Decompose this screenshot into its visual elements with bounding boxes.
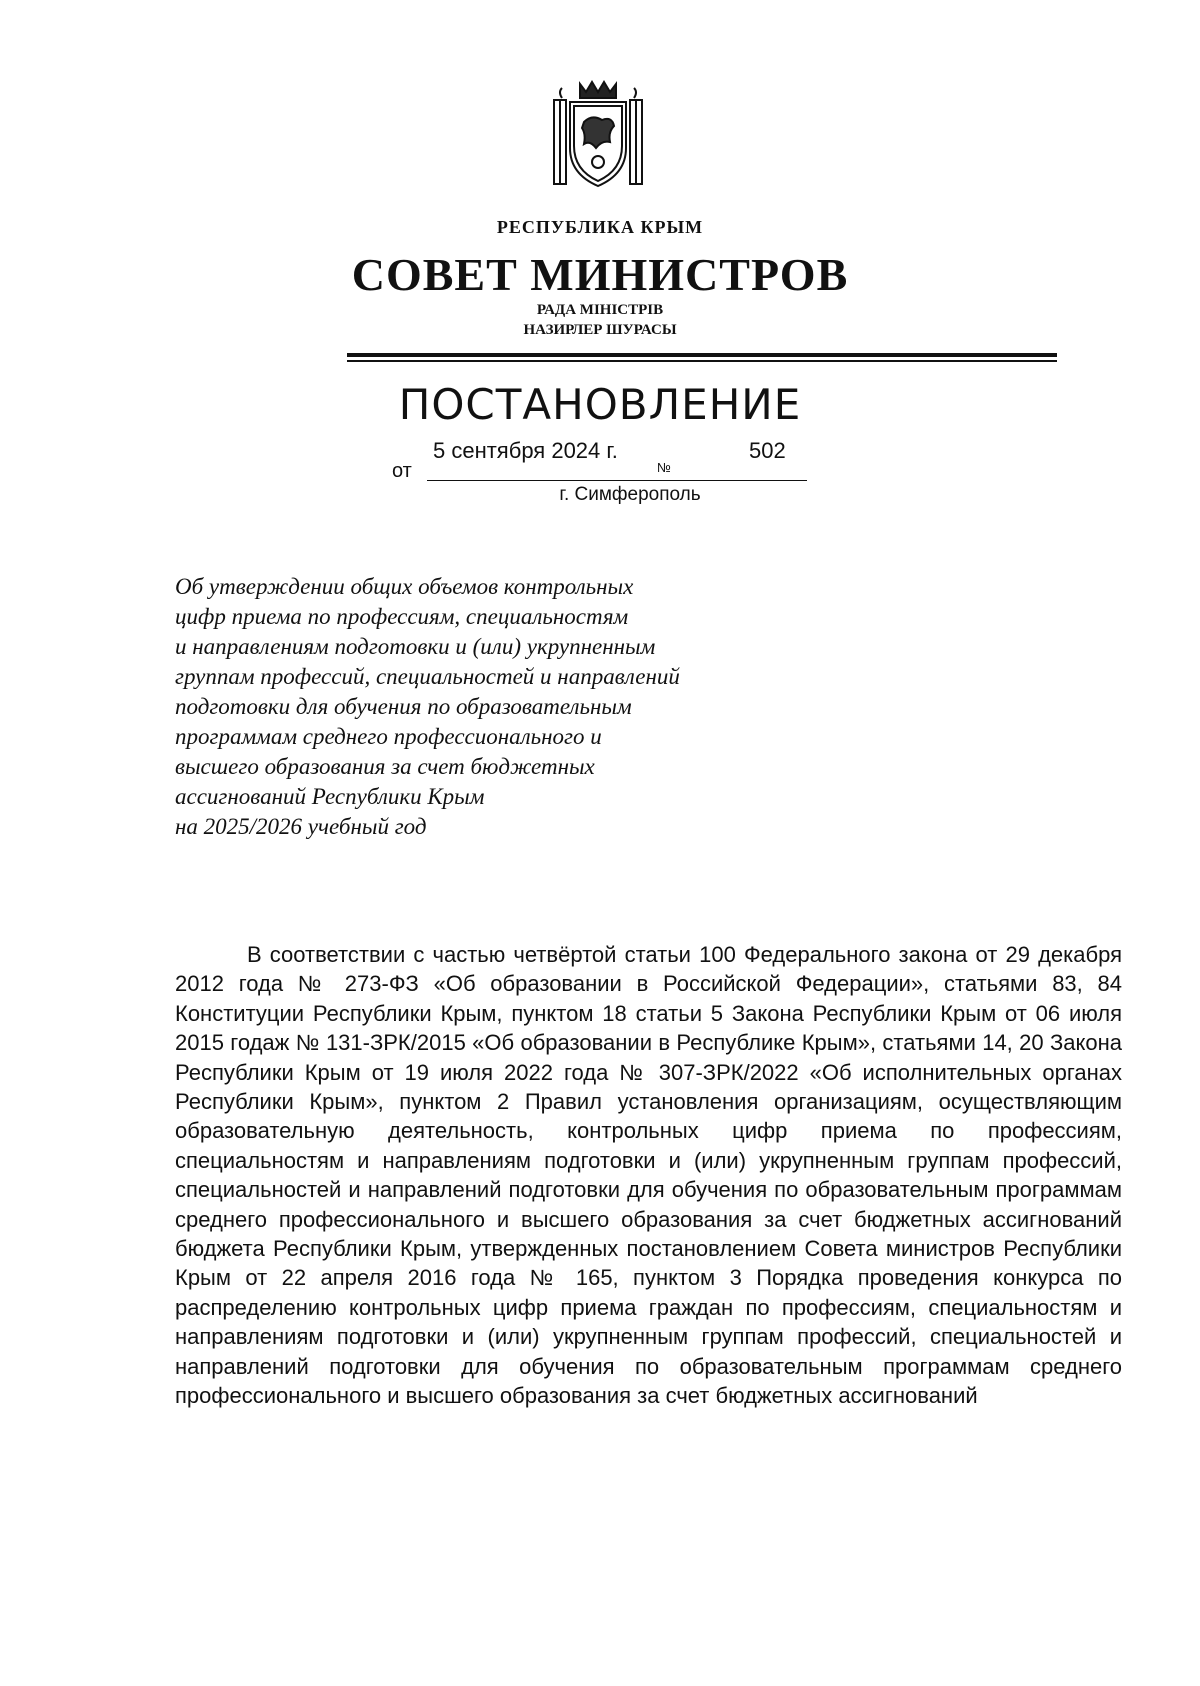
document-subject-title	[175, 572, 815, 842]
council-title-ukrainian: РАДА МІНІСТРІВ	[536, 302, 664, 318]
title-line: высшего образования за счет бюджетных	[175, 754, 595, 779]
date-underline	[427, 438, 807, 481]
title-line: программам среднего профессионального и	[175, 724, 602, 749]
title-line: цифр приема по профессиям, специальностям	[175, 604, 629, 629]
document-number: 502	[749, 438, 786, 463]
document-type-heading: ПОСТАНОВЛЕНИЕ	[398, 380, 802, 429]
council-title-crimean-tatar: НАЗИРЛЕР ШУРАСЫ	[523, 322, 677, 338]
document-date: 5 сентября 2024 г.	[433, 438, 618, 463]
document-city: г. Симферополь	[559, 484, 701, 505]
republic-name: РЕСПУБЛИКА КРЫМ	[496, 217, 704, 237]
header-divider-thin	[347, 360, 1057, 362]
header-divider-thick	[347, 353, 1057, 357]
body-paragraph: В соответствии с частью четвёртой статьи 100 Федерального закона от 29 декабря 2012 года № 273-ФЗ «Об образовании в Российской Федерации», статьями 83, 84 Конституции Республики Крым, пунктом 18 статьи 5 Закона Республики Крым от 06 июля 2015 годаж № 131-ЗРК/2015 «Об образовании в Республике Крым», статьями 14, 20 Закона Республики Крым от 19 июля 2022 года № 307-ЗРК/2022 «Об исполнительных органах Республики Крым», пунктом 2 Правил установления организациям, осуществляющим образовательную деятельность, контрольных цифр приема по профессиям, специальностям и направлениям подготовки и (или) укрупненным группам профессий, специальностей и направлений подготовки для обучения по образовательным программам среднего профессионального и высшего образования за счет бюджетных ассигнований бюджета Республики Крым, утвержденных постановлением Совета министров Республики Крым от 22 апреля 2016 года № 165, пунктом 3 Порядка проведения конкурса по распределению контрольных цифр приема граждан по профессиям, специальностям и направлениям подготовки и (или) укрупненным группам профессий, специальностей и направлений подготовки для обучения по образовательным программам среднего профессионального и высшего образования за счет бюджетных ассигнований	[175, 942, 1122, 1409]
date-prefix: от	[392, 460, 412, 482]
coat-of-arms-emblem	[550, 78, 646, 190]
number-label: №	[657, 460, 671, 475]
title-line: и направлениям подготовки и (или) укрупненным	[175, 634, 656, 659]
council-title: СОВЕТ МИНИСТРОВ	[351, 249, 849, 300]
title-line: на 2025/2026 учебный год	[175, 814, 427, 839]
title-line: группам профессий, специальностей и направлений	[175, 664, 680, 689]
title-line: Об утверждении общих объемов контрольных	[175, 574, 634, 599]
title-line: подготовки для обучения по образовательным	[175, 694, 632, 719]
title-line: ассигнований Республики Крым	[175, 784, 485, 809]
